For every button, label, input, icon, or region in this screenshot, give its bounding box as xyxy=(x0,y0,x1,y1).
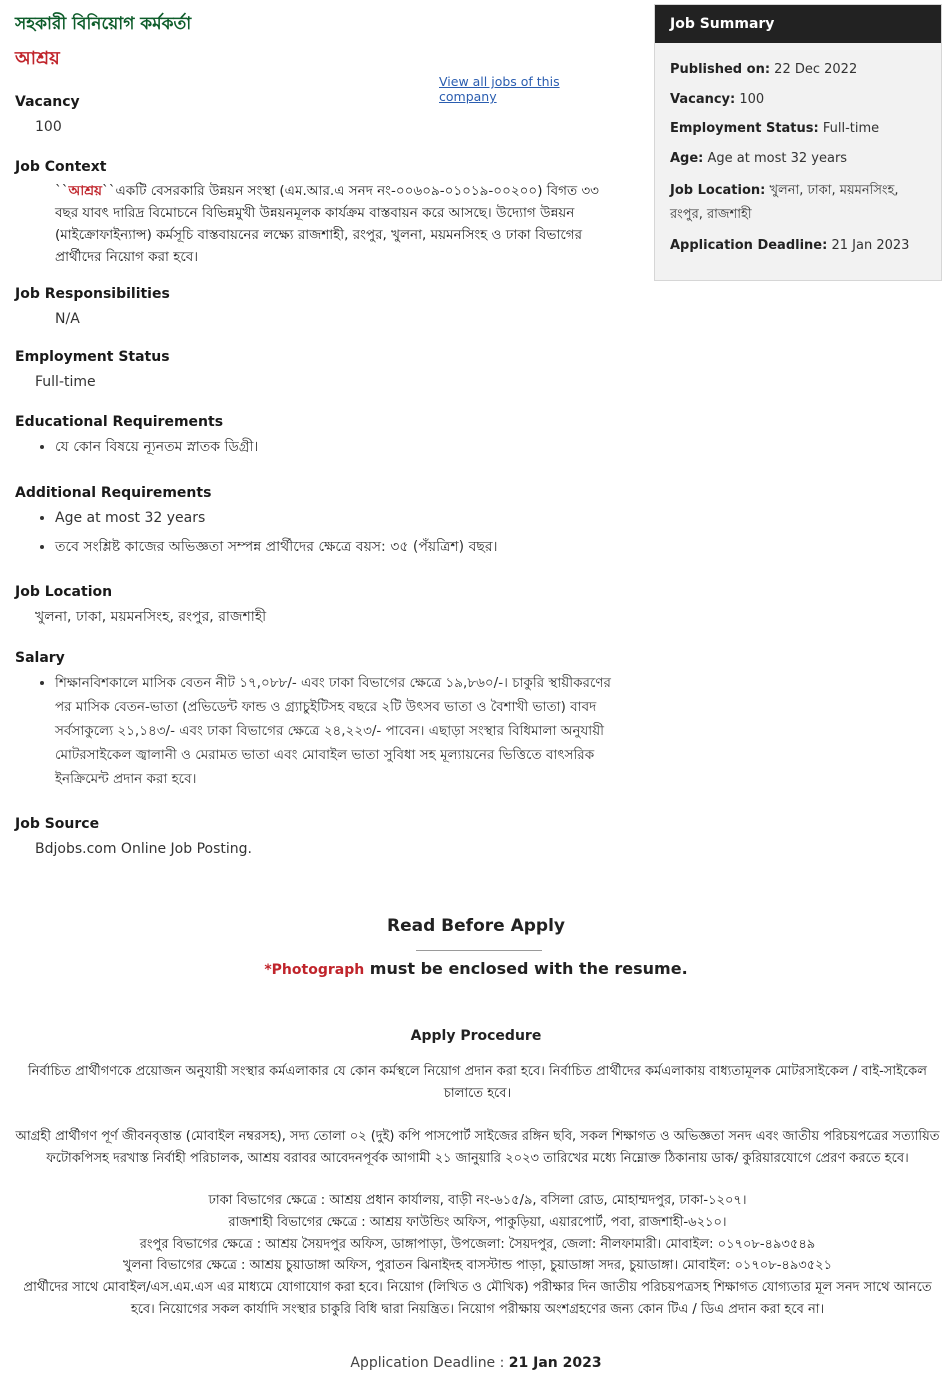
address-rajshahi: রাজশাহী বিভাগের ক্ষেত্রে : আশ্রয় ফাউন্ডিং অফিস, পাকুড়িয়া, এয়ারপোর্ট, পবা, রাজশাহী-৬২১০। xyxy=(228,1215,727,1230)
company-inline: আশ্রয় xyxy=(68,183,103,199)
application-deadline xyxy=(0,1352,952,1374)
summary-value: 21 Jan 2023 xyxy=(831,238,910,253)
summary-label: Employment Status: xyxy=(670,121,819,136)
apply-procedure-heading: Apply Procedure xyxy=(410,1028,542,1044)
summary-vacancy xyxy=(670,88,935,112)
job-source-value: Bdjobs.com Online Job Posting. xyxy=(35,841,252,857)
job-title: সহকারী বিনিয়োগ কর্মকর্তা xyxy=(15,14,192,34)
summary-value: Full-time xyxy=(822,121,880,136)
photograph-label: *Photograph xyxy=(264,962,365,978)
view-all-jobs-link[interactable]: View all jobs of this company xyxy=(439,74,560,104)
apply-procedure-para3: প্রার্থীদের সাথে মোবাইল/এস.এম.এস এর মাধ্যমে যোগাযোগ করা হবে। নিয়োগ (লিখিত ও মৌখিক) পরীক্ষার দিন জাতীয় পরিচয়পত্রসহ শিক্ষাগত যোগ্যতার মূল সনদ সাথে আনতে হবে। নিয়োগের সকল কার্যাদি সংস্থার চাকুরি বিধি দ্বারা নিয়ন্ত্রিত। নিয়োগ পরীক্ষায় অংশগ্রহণের জন্য কোন টিএ / ডিএ প্রদান করা হবে না। xyxy=(23,1280,932,1317)
vacancy-heading: Vacancy xyxy=(15,94,80,110)
apply-procedure-para2: আগ্রহী প্রার্থীগণ পূর্ণ জীবনবৃত্তান্ত (মোবাইল নম্বরসহ), সদ্য তোলা ০২ (দুই) কপি পাসপোর্ট সাইজের রঙ্গিন ছবি, সকল শিক্ষাগত ও অভিজ্ঞতা সনদ এবং জাতীয় পরিচয়পত্রের সত্যায়িত ফটোকপিসহ দরখাস্ত নির্বাহী পরিচালক, আশ্রয় বরাবর আবেদনপূর্বক আগামী ২১ জানুয়ারি ২০২৩ তারিখের মধ্যে নিম্নোক্ত ঠিকানায় ডাক/ কুরিয়ারযোগে প্রেরণ করতে হবে। xyxy=(15,1129,940,1166)
job-responsibilities-value: N/A xyxy=(55,311,80,327)
job-location-heading: Job Location xyxy=(15,584,113,600)
educational-requirements-list xyxy=(35,435,615,464)
quote-mark: `` xyxy=(55,183,69,199)
address-khulna: খুলনা বিভাগের ক্ষেত্রে : আশ্রয় চুয়াডাঙ্গা অফিস, পুরাতন ঝিনাইদহ বাসস্টান্ড পাড়া, চুয়াডাঙ্গা সদর, চুয়াডাঙ্গা। মোবাইল: ০১৭০৮-৪৯৩৫২১ xyxy=(122,1258,833,1273)
job-details xyxy=(15,12,611,857)
vacancy-value: 100 xyxy=(35,119,62,135)
job-location-value: খুলনা, ঢাকা, ময়মনসিংহ, রংপুর, রাজশাহী xyxy=(35,609,267,625)
summary-value: Age at most 32 years xyxy=(707,151,848,166)
summary-value: খুলনা, ঢাকা, ময়মনসিংহ, রংপুর, রাজশাহী xyxy=(670,183,899,222)
summary-label: Vacancy: xyxy=(670,92,736,107)
summary-label: Published on: xyxy=(670,62,771,77)
employment-status-value: Full-time xyxy=(35,374,96,390)
apply-procedure-para1: নির্বাচিত প্রার্থীগণকে প্রয়োজন অনুযায়ী সংস্থার কর্মএলাকার যে কোন কর্মস্থলে নিয়োগ প্রদান করা হবে। নির্বাচিত প্রার্থীদের কর্মএলাকায় বাধ্যতামূলক মোটরসাইকেল / বাই-সাইকেল চালাতে হবে। xyxy=(28,1064,927,1101)
divider xyxy=(416,950,542,951)
summary-value: 100 xyxy=(739,92,765,107)
list-item: • শিক্ষানবিশকালে মাসিক বেতন নীট ১৭,০৮৮/- এবং ঢাকা বিভাগের ক্ষেত্রে ১৯,৮৬০/-। চাকুরি স্থায়ীকরণের পর মাসিক বেতন-ভাতা (প্রভিডেন্ট ফান্ড ও গ্র্যাচুইটিসহ বছরে ২টি উৎসব ভাতা ও বৈশাখী ভাতা) বাবদ সর্বসাকুল্যে ২১,১৪৩/- এবং ঢাকা বিভাগের ক্ষেত্রে ২৪,২২৩/- পাবেন। এছাড়া সংস্থার বিধিমালা অনুযায়ী মোটরসাইকেল জ্বালানী ও মেরামত ভাতা এবং মোবাইল ভাতা সুবিধা সহ মূল্যায়নের ভিত্তিতে বাৎসরিক ইনক্রিমেন্ট প্রদান করা হবে। xyxy=(55,671,615,791)
additional-requirements-heading: Additional Requirements xyxy=(15,485,212,501)
job-context-text xyxy=(55,180,615,268)
deadline-value: 21 Jan 2023 xyxy=(508,1355,602,1371)
additional-requirements-list xyxy=(35,506,615,564)
read-before-apply-title: Read Before Apply xyxy=(387,916,565,936)
educational-requirements-heading: Educational Requirements xyxy=(15,414,224,430)
photograph-text: must be enclosed with the resume. xyxy=(369,959,688,978)
salary-list xyxy=(35,671,615,796)
list-item: • Age at most 32 years xyxy=(55,506,615,530)
summary-location xyxy=(670,179,935,227)
job-source-heading: Job Source xyxy=(15,816,100,832)
summary-label: Application Deadline: xyxy=(670,238,828,253)
job-context-body: একটি বেসরকারি উন্নয়ন সংস্থা (এম.আর.এ সনদ নং-০০৬০৯-০১০১৯-০০২০০) বিগত ৩৩ বছর যাবৎ দারিদ্র বিমোচনে বিভিন্নমুখী উন্নয়নমূলক কার্যক্রম বাস্তবায়ন করে আসছে। উদ্যোগ উন্নয়ন (মাইক্রোফাইন্যান্স) কর্মসূচি বাস্তবায়নের লক্ষ্যে রাজশাহী, রংপুর, খুলনা, ময়মনসিংহ ও ঢাকা বিভাগের প্রার্থীদের নিয়োগ করা হবে। xyxy=(55,183,599,265)
quote-mark: `` xyxy=(102,183,116,199)
summary-label: Job Location: xyxy=(670,183,766,198)
summary-published xyxy=(670,58,935,82)
list-item: • যে কোন বিষয়ে ন্যূনতম স্নাতক ডিগ্রী। xyxy=(55,435,615,459)
summary-label: Age: xyxy=(670,151,704,166)
deadline-label: Application Deadline : xyxy=(350,1355,505,1371)
address-dhaka: ঢাকা বিভাগের ক্ষেত্রে : আশ্রয় প্রধান কার্যালয়, বাড়ী নং-৬১৫/৯, বসিলা রোড, মোহাম্মদপুর, ঢাকা-১২০৭। xyxy=(208,1193,747,1208)
job-responsibilities-heading: Job Responsibilities xyxy=(15,286,170,302)
job-summary-title: Job Summary xyxy=(655,5,941,43)
salary-heading: Salary xyxy=(15,650,65,666)
job-summary-panel xyxy=(654,4,942,281)
employment-status-heading: Employment Status xyxy=(15,349,170,365)
list-item: • তবে সংশ্লিষ্ট কাজের অভিজ্ঞতা সম্পন্ন প্রার্থীদের ক্ষেত্রে বয়স: ৩৫ (পঁয়ত্রিশ) বছর। xyxy=(55,535,615,559)
summary-age xyxy=(670,147,935,171)
summary-value: 22 Dec 2022 xyxy=(774,62,858,77)
summary-deadline xyxy=(670,234,935,258)
summary-employment-status xyxy=(670,117,935,141)
photograph-notice xyxy=(0,958,952,981)
address-rangpur: রংপুর বিভাগের ক্ষেত্রে : আশ্রয় সৈয়দপুর অফিস, ডাঙ্গাপাড়া, উপজেলা: সৈয়দপুর, জেলা: নীলফামারী। মোবাইল: ০১৭০৮-৪৯৩৫৪৯ xyxy=(139,1237,816,1252)
company-name: আশ্রয় xyxy=(15,48,60,69)
job-context-heading: Job Context xyxy=(15,159,107,175)
